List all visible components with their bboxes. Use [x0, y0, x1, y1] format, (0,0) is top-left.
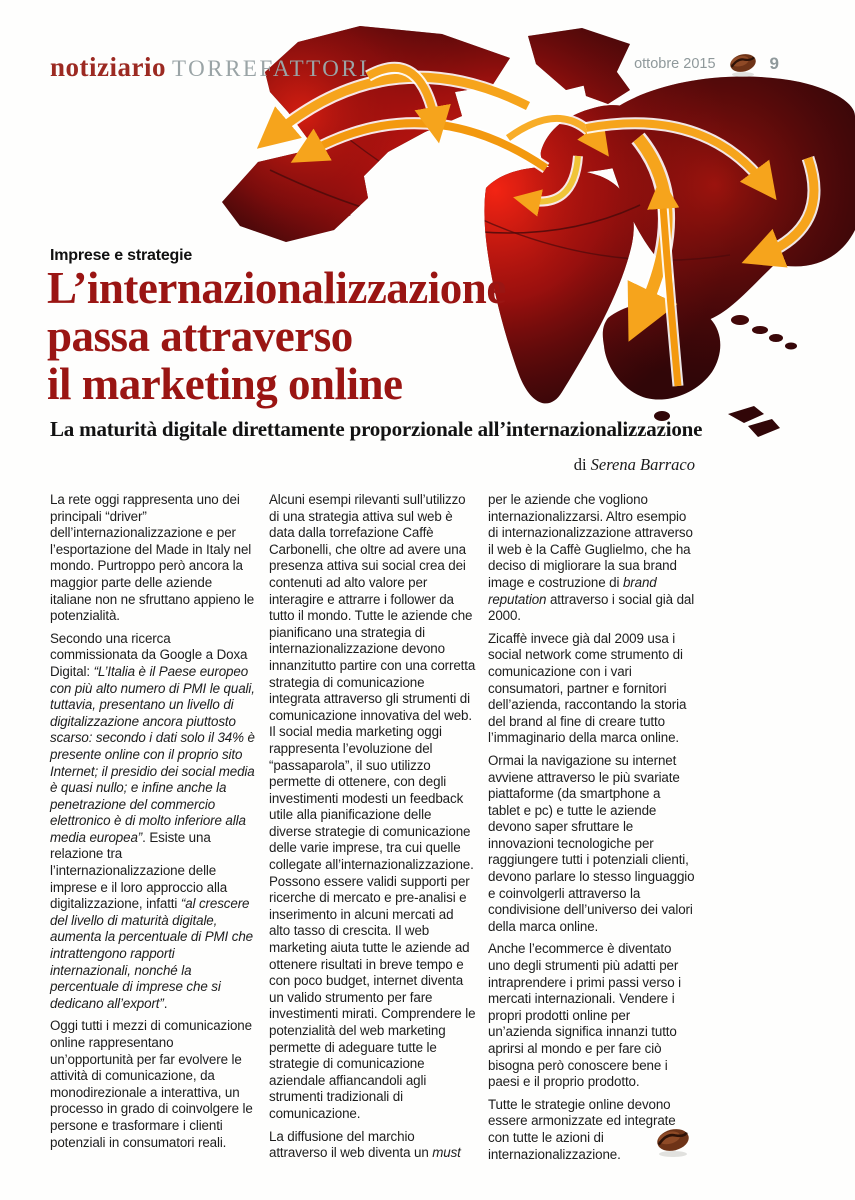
paragraph: Anche l’ecommerce è diventato uno degli strumenti più adatti per intraprendere i primi passi verso i mercati internazionali. Vendere i propri prodotti online per un’azienda significa innanzi tutto aprirsi al mondo e per fare ciò bisogna però conoscere bene i paesi e il proprio prodotto.: [488, 941, 682, 1090]
title-line-3: il marketing online: [47, 359, 403, 409]
paragraph: Tutte le strategie online devono essere armonizzate ed integrate con tutte le azioni di internazionalizzazione.: [488, 1096, 676, 1162]
coffee-bean-icon: [725, 50, 761, 78]
column-2: [269, 492, 476, 1169]
header-right: [634, 50, 779, 78]
article-body: [50, 492, 696, 1169]
byline-prefix: di: [573, 455, 591, 474]
issue-date: ottobre 2015: [634, 56, 716, 72]
title-line-2: passa attraverso: [47, 311, 353, 361]
byline-author: Serena Barraco: [590, 455, 695, 474]
paragraph: La rete oggi rappresenta uno dei principali “driver” dell’internazionalizzazione e per l’esportazione del Made in Italy nel mondo. Purtroppo però ancora la maggior parte delle aziende italiane non ne sfruttano appieno le potenzialità.: [50, 492, 255, 624]
article-title: [47, 264, 506, 408]
paragraph: per le aziende che vogliono internazionalizzarsi. Altro esempio di internazionalizzazione attraverso il web è la Caffè Guglielmo, che ha deciso di migliorare la sua brand image e costruzione di brand reputation attraverso i social già dal 2000.: [488, 492, 695, 624]
paragraph: Ormai la navigazione su internet avviene attraverso le più svariate piattaforme (da smartphone a tablet e pc) e tutte le aziende devono saper sfruttare le innovazioni tecnologiche per raggiungere tutti i potenziali clienti, devono parlare lo stesso linguaggio e coinvolgerli attraverso la condivisione dell’universo dei valori della marca online.: [488, 752, 695, 934]
masthead: [50, 52, 369, 83]
paragraph: Secondo una ricerca commissionata da Google a Doxa Digital: “L’Italia è il Paese europeo con più alto numero di PMI le quali, tuttavia, presentano un livello di digitalizzazione ancora piuttosto scarso: secondo i dati solo il 34% è presente online con il proprio sito Internet; il presidio dei social media è quasi nullo; e infine anche la penetrazione del commercio elettronico è di molto inferiore alla media europea”. Esiste una relazione tra l’internazionalizzazione delle imprese e il loro approccio alla digitalizzazione, infatti “al crescere del livello di maturità digitale, aumenta la percentuale di PMI che intrattengono rapporti internazionali, nonché la percentuale di imprese che si dedicano all’export”.: [50, 630, 255, 1011]
coffee-bean-icon: [651, 1124, 695, 1158]
paragraph: La diffusione del marchio attraverso il web diventa un must: [269, 1128, 461, 1161]
paragraph: Alcuni esempi rilevanti sull’utilizzo di una strategia attiva sul web è data dalla torrefazione Caffè Carbonelli, che oltre ad avere una presenza attiva sui social crea dei contenuti ad alto valore per interagire e attrarre i follower da tutto il mondo. Tutte le aziende che pianificano una strategia di internazionalizzazione devono innanzitutto partire con una corretta strategia di comunicazione integrata attraverso gli strumenti di comunicazione innovativa del web. Il social media marketing oggi rappresenta l’evoluzione del “passaparola”, il suo utilizzo permette di ottenere, con degli investimenti modesti un feedback utile alla pianificazione delle diverse strategie di comunicazione delle varie imprese, tra cui quelle collegate all’internazionalizzazione. Possono essere validi supporti per ricerche di mercato e pre-analisi e inserimento in alcuni mercati ad alto tasso di crescita. Il web marketing aiuta tutte le aziende ad ottenere risultati in breve tempo e con poco budget, internet diventa un valido strumento per fare investimenti mirati. Comprendere le potenzialità del web marketing permette di adeguare tutte le strategie di comunicazione aziendale affiancandoli agli strumenti tradizionali di comunicazione.: [269, 492, 476, 1121]
paragraph: Oggi tutti i mezzi di comunicazione online rappresentano un’opportunità per far evolvere le attività di comunicazione, da monodirezionale a interattiva, un processo in grado di coinvolgere le persone e trasformare i clienti potenziali in consumatori reali.: [50, 1018, 253, 1150]
masthead-torrefattori: TORREFATTORI: [171, 56, 370, 81]
column-3: [488, 492, 695, 1169]
article-subtitle: La maturità digitale direttamente proporzionale all’internazionalizzazione: [50, 417, 703, 441]
paragraph: Zicaffè invece già dal 2009 usa i social network come strumento di comunicazione con i vari consumatori, partner e fornitori dell’azienda, raccontando la storia del brand al fine di creare tutto l’immaginario della marca online.: [488, 630, 687, 746]
section-kicker: Imprese e strategie: [50, 247, 193, 264]
byline: [50, 455, 695, 475]
column-1: [50, 492, 257, 1169]
title-line-1: L’internazionalizzazione: [47, 263, 506, 313]
masthead-notiziario: notiziario: [50, 52, 166, 82]
page-number: 9: [769, 54, 779, 73]
